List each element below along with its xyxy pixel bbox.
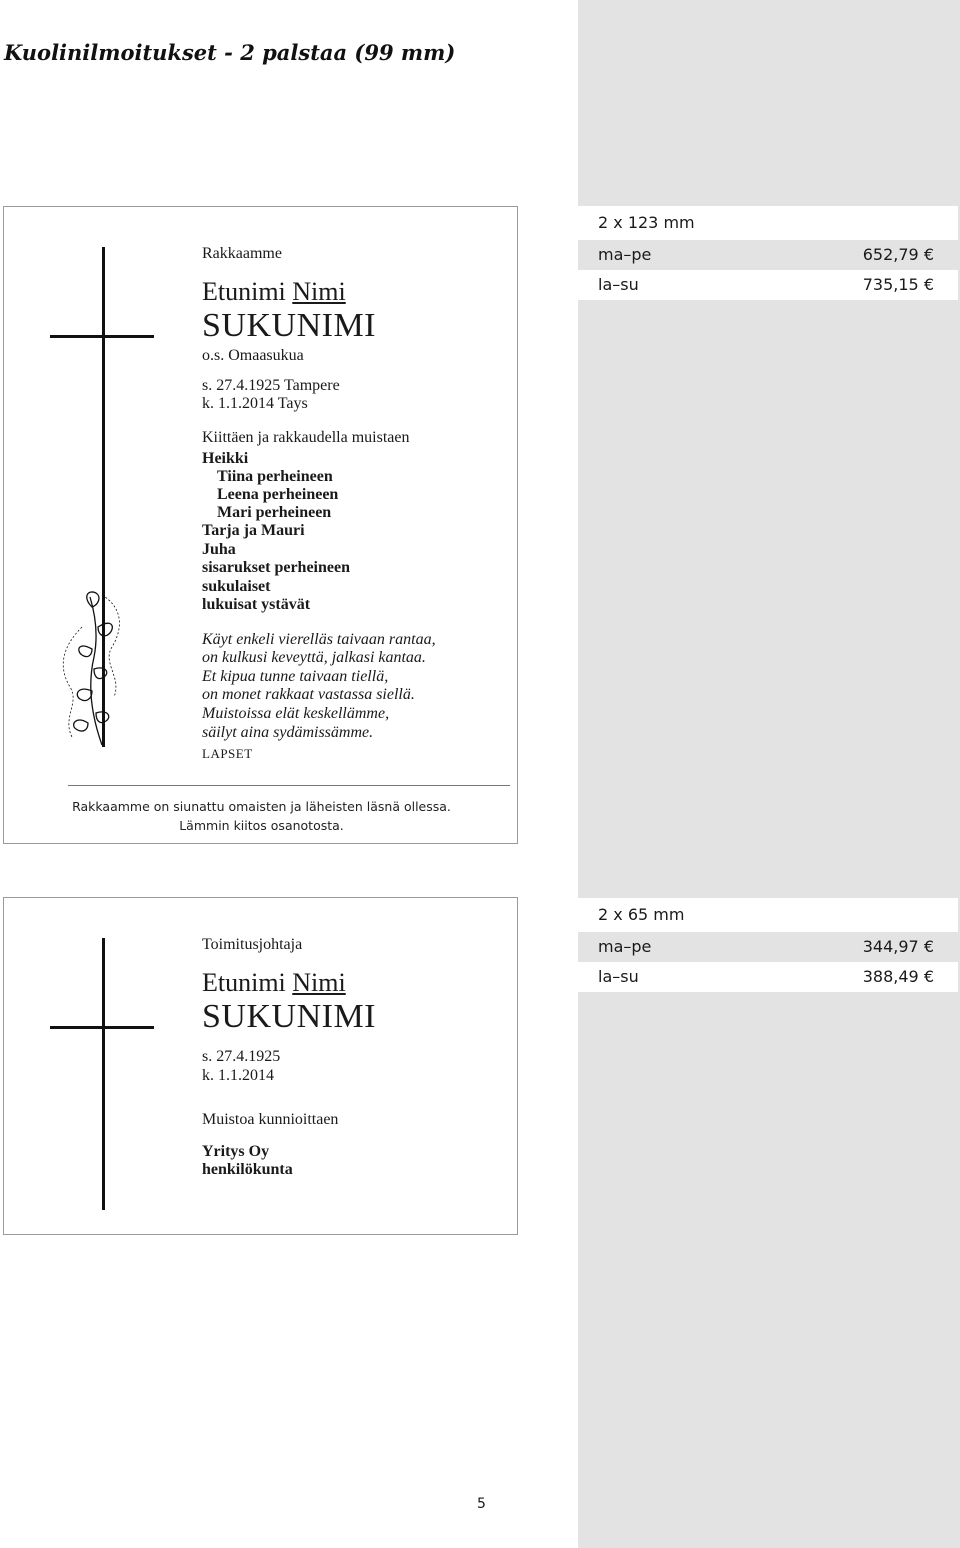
ad-size: 2 x 65 mm	[578, 898, 958, 932]
price-row-weekday	[578, 932, 958, 962]
first-name: Etunimi	[202, 277, 286, 306]
first-name: Etunimi	[202, 968, 286, 997]
sender: Yritys Oy	[202, 1143, 270, 1160]
mourner: Leena perheineen	[217, 486, 339, 503]
middle-name: Nimi	[292, 968, 346, 997]
mourner: lukuisat ystävät	[202, 596, 311, 613]
mourner: sukulaiset	[202, 578, 271, 595]
price-row-weekend	[578, 270, 958, 300]
ad-size: 2 x 123 mm	[578, 206, 958, 240]
deceased-name	[202, 968, 346, 998]
intro-label: Rakkaamme	[202, 245, 282, 262]
footer-text: Rakkaamme on siunattu omaisten ja läheisten läsnä ollessa.	[72, 799, 451, 814]
mourner: Tarja ja Mauri	[202, 522, 305, 539]
page-title: Kuolinilmoitukset - 2 palstaa (99 mm)	[4, 40, 456, 65]
title-label: Toimitusjohtaja	[202, 936, 303, 953]
mourner: sisarukset perheineen	[202, 559, 350, 576]
price-row-weekday	[578, 240, 958, 270]
mourner: Mari perheineen	[217, 504, 332, 521]
page-number: 5	[477, 1496, 486, 1512]
divider	[68, 785, 510, 786]
death-info: k. 1.1.2014	[202, 1067, 274, 1084]
poem-line: Muistoissa elät keskellämme,	[202, 705, 390, 722]
sender: henkilökunta	[202, 1161, 293, 1178]
birth-info: s. 27.4.1925 Tampere	[202, 377, 340, 394]
price-value: 344,97 €	[862, 937, 934, 956]
deceased-name	[202, 277, 346, 307]
poem-line: on monet rakkaat vastassa siellä.	[202, 686, 415, 703]
mourner: Tiina perheineen	[217, 468, 333, 485]
surname: SUKUNIMI	[202, 307, 376, 344]
obituary-ad-large	[3, 206, 518, 844]
poem-author: LAPSET	[202, 746, 253, 761]
maiden-name: o.s. Omaasukua	[202, 347, 304, 364]
mourner: Juha	[202, 541, 236, 558]
middle-name: Nimi	[292, 277, 346, 306]
poem-line: säilyt aina sydämissämme.	[202, 724, 374, 741]
mourners-intro: Kiittäen ja rakkaudella muistaen	[202, 429, 410, 446]
price-value: 735,15 €	[862, 275, 934, 294]
price-row-weekend	[578, 962, 958, 992]
price-value: 388,49 €	[862, 967, 934, 986]
price-label: la–su	[598, 275, 639, 294]
poem-line: Et kipua tunne taivaan tiellä,	[202, 668, 389, 685]
price-label: la–su	[598, 967, 639, 986]
obituary-ad-small	[3, 897, 518, 1235]
price-label: ma–pe	[598, 937, 652, 956]
price-table-small	[578, 898, 958, 992]
death-info: k. 1.1.2014 Tays	[202, 395, 308, 412]
poem-line: on kulkusi keveyttä, jalkasi kantaa.	[202, 649, 426, 666]
mourner: Heikki	[202, 450, 249, 467]
tribute-text: Muistoa kunnioittaen	[202, 1111, 339, 1128]
poem-line: Käyt enkeli vierelläs taivaan rantaa,	[202, 631, 436, 648]
price-value: 652,79 €	[862, 245, 934, 264]
footer-text: Lämmin kiitos osanotosta.	[179, 818, 344, 833]
price-table-large	[578, 206, 958, 300]
birth-info: s. 27.4.1925	[202, 1048, 281, 1065]
price-label: ma–pe	[598, 245, 652, 264]
surname: SUKUNIMI	[202, 998, 376, 1035]
flower-ornament-icon	[52, 587, 132, 747]
